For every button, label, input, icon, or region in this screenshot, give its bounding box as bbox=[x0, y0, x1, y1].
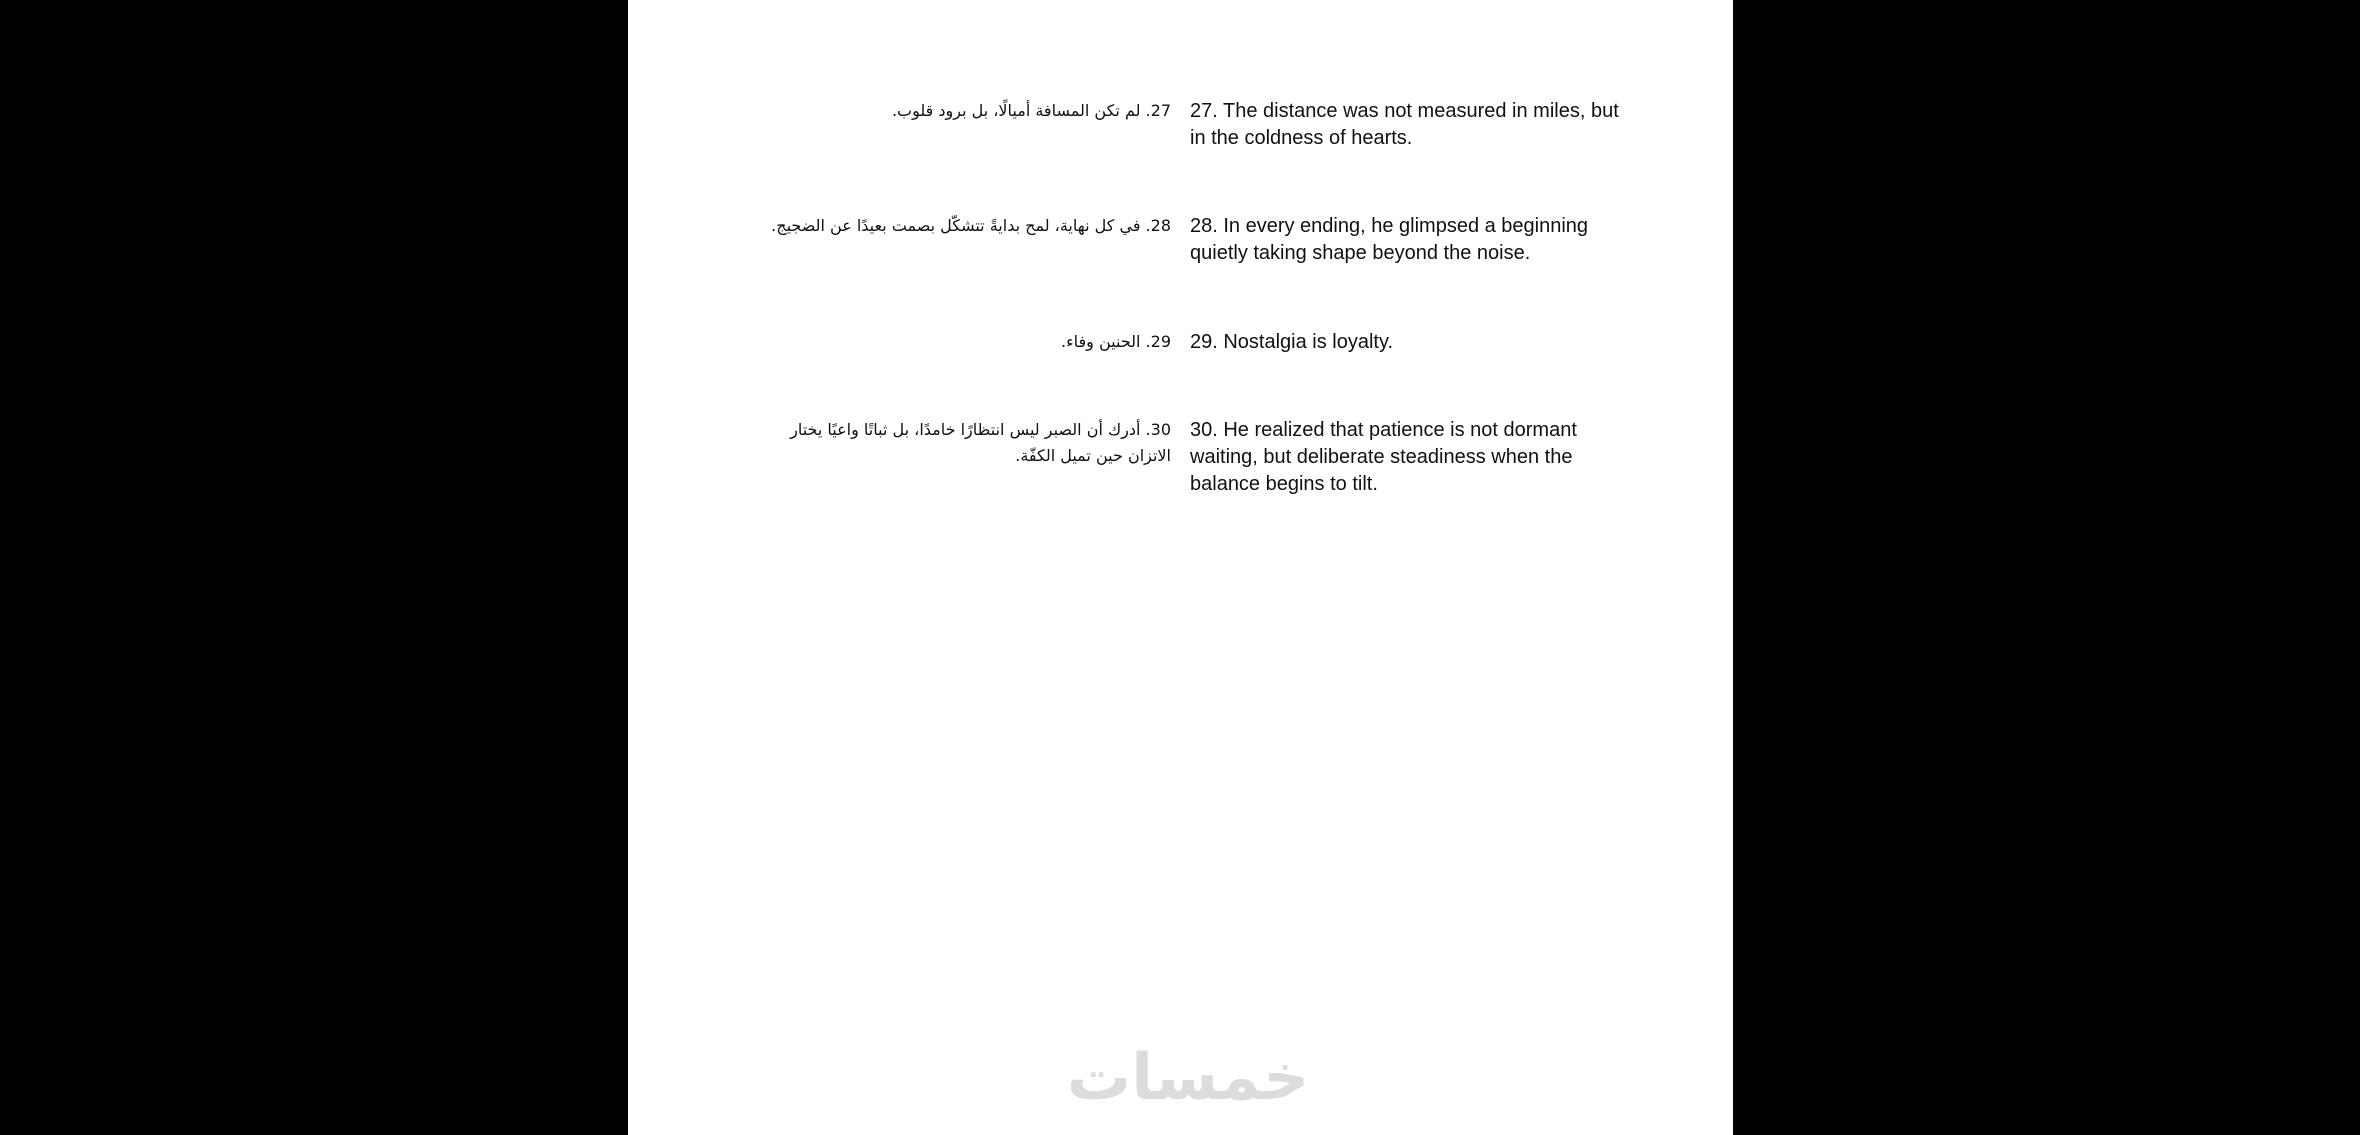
english-line: 28. In every ending, he glimpsed a beginning quietly taking shape beyond the noise. bbox=[1190, 215, 1589, 264]
english-line: 30. He realized that patience is not dormant waiting, but deliberate steadiness when the balance begins to tilt. bbox=[1190, 419, 1577, 495]
document-page bbox=[628, 0, 1733, 1135]
english-line: 29. Nostalgia is loyalty. bbox=[1190, 331, 1394, 353]
watermark-logo: خمسات bbox=[1066, 1041, 1310, 1115]
arabic-line: 27. لم تكن المسافة أميالًا، بل برود قلوب. bbox=[891, 101, 1171, 120]
arabic-line: 30. أدرك أن الصبر ليس انتظارًا خامدًا، بل ثباتًا واعيًا يختار الاتزان حين تميل الكفّة. bbox=[790, 420, 1171, 465]
arabic-line: 28. في كل نهاية، لمح بدايةً تتشكّل بصمت بعيدًا عن الضجيج. bbox=[771, 216, 1171, 235]
arabic-line: 29. الحنين وفاء. bbox=[1061, 332, 1171, 351]
english-line: 27. The distance was not measured in miles, but in the coldness of hearts. bbox=[1190, 100, 1619, 149]
